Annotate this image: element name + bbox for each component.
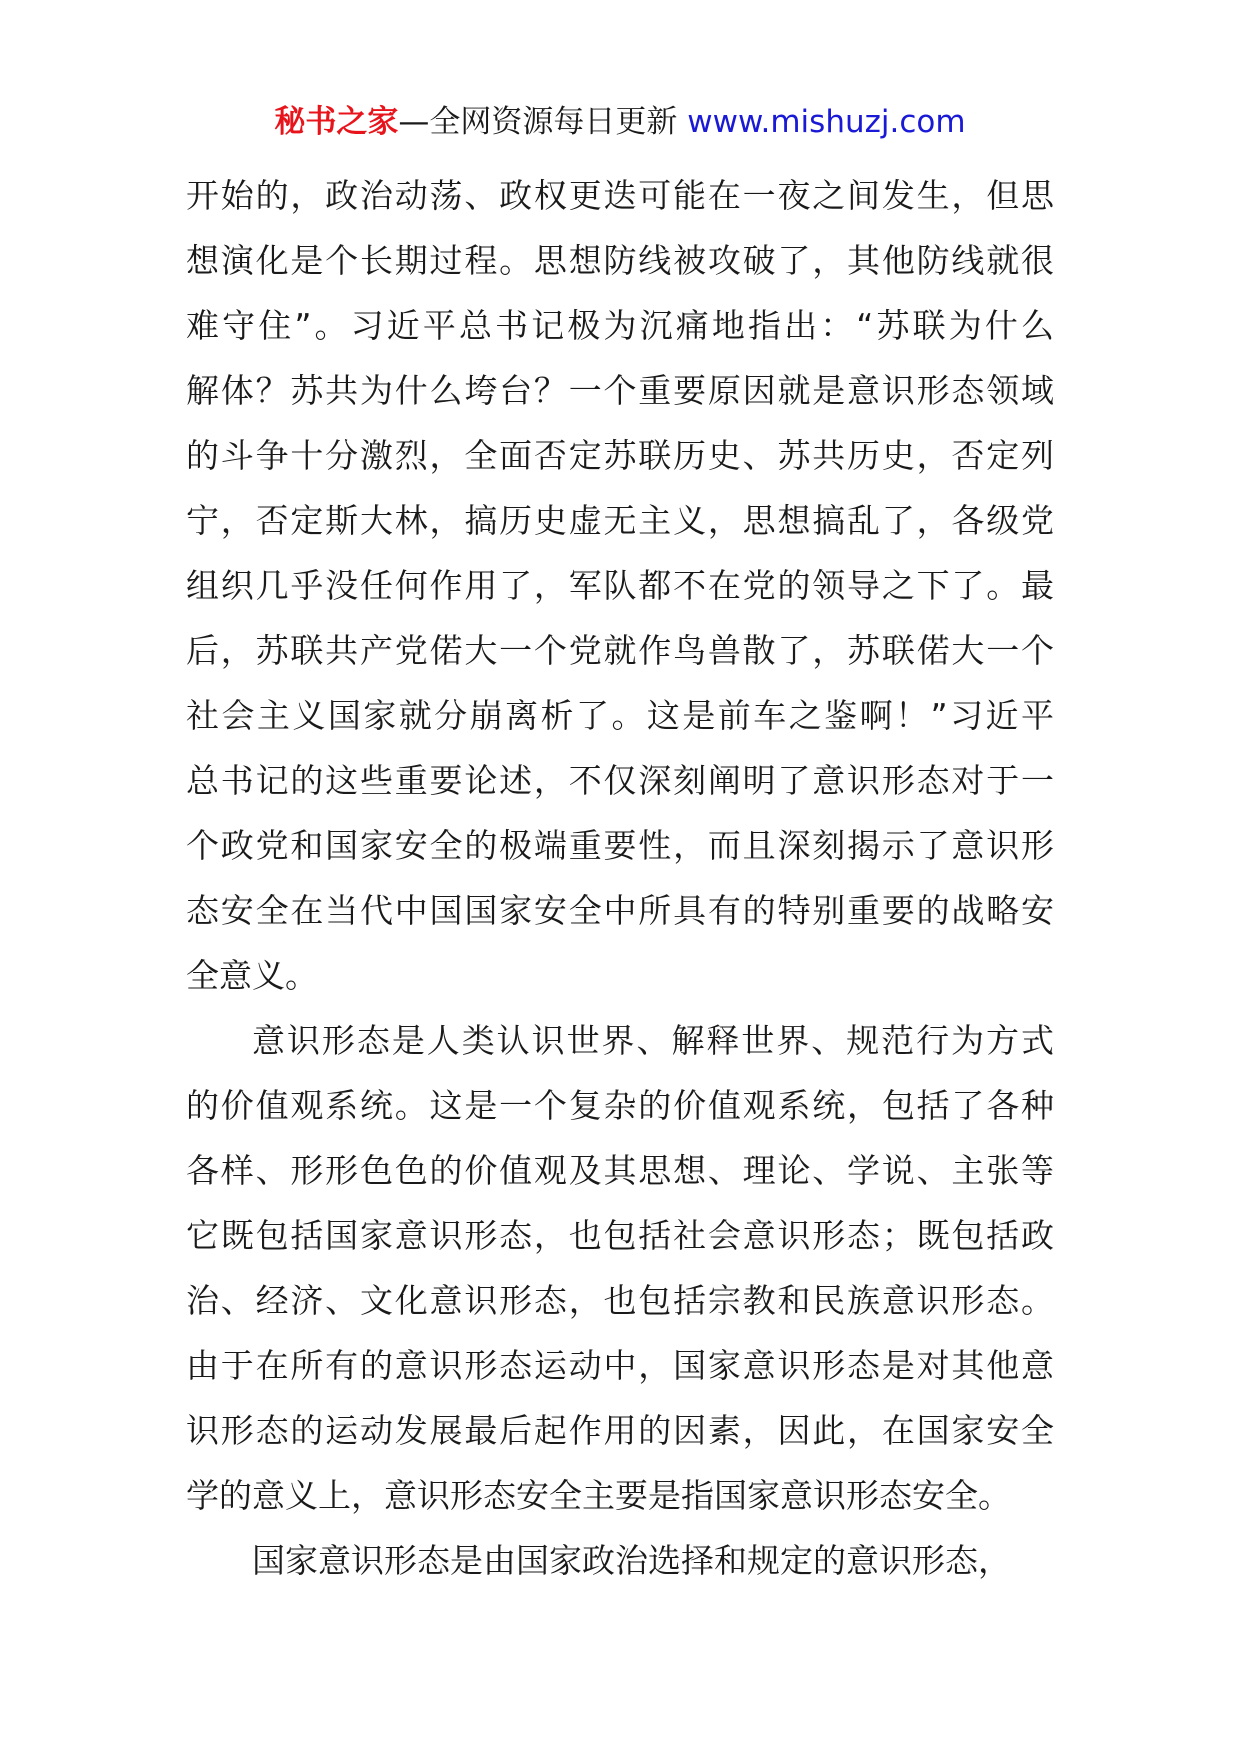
paragraph-line: 难守住”。习近平总书记极为沉痛地指出：“苏联为什么 xyxy=(186,306,1054,345)
paragraph-line: 后，苏联共产党偌大一个党就作鸟兽散了，苏联偌大一个 xyxy=(186,631,1054,670)
header-url-link[interactable]: www.mishuzj.com xyxy=(687,104,966,140)
header-brand: 秘书之家 xyxy=(274,104,399,140)
paragraph-line: 的价值观系统。这是一个复杂的价值观系统，包括了各种 xyxy=(186,1086,1054,1125)
paragraph-line: 全意义。 xyxy=(186,956,318,995)
paragraph-line: 各样、形形色色的价值观及其思想、理论、学说、主张等 xyxy=(186,1151,1054,1190)
paragraph-line: 宁，否定斯大林，搞历史虚无主义，思想搞乱了，各级党 xyxy=(186,501,1054,540)
header-tagline: —全网资源每日更新 xyxy=(398,104,688,140)
paragraph-line: 态安全在当代中国国家安全中所具有的特别重要的战略安 xyxy=(186,891,1054,930)
paragraph-line: 学的意义上，意识形态安全主要是指国家意识形态安全。 xyxy=(186,1476,1011,1515)
paragraph-line: 治、经济、文化意识形态，也包括宗教和民族意识形态。 xyxy=(186,1281,1054,1320)
paragraph-line: 由于在所有的意识形态运动中，国家意识形态是对其他意 xyxy=(186,1346,1054,1385)
paragraph-line: 的斗争十分激烈，全面否定苏联历史、苏共历史，否定列 xyxy=(186,436,1054,475)
paragraph-line: 组织几乎没任何作用了，军队都不在党的领导之下了。最 xyxy=(186,566,1054,605)
page-header xyxy=(0,100,1240,144)
paragraph-line: 意识形态是人类认识世界、解释世界、规范行为方式 xyxy=(252,1021,1054,1060)
paragraph-line: 个政党和国家安全的极端重要性，而且深刻揭示了意识形 xyxy=(186,826,1054,865)
paragraph-line: 国家意识形态是由国家政治选择和规定的意识形态， xyxy=(252,1541,1011,1580)
paragraph-line: 想演化是个长期过程。思想防线被攻破了，其他防线就很 xyxy=(186,241,1054,280)
body-text xyxy=(186,163,1054,1593)
paragraph-line: 它既包括国家意识形态，也包括社会意识形态；既包括政 xyxy=(186,1216,1054,1255)
paragraph-line: 社会主义国家就分崩离析了。这是前车之鉴啊！”习近平 xyxy=(186,696,1054,735)
paragraph-line: 总书记的这些重要论述，不仅深刻阐明了意识形态对于一 xyxy=(186,761,1054,800)
paragraph-line: 解体？苏共为什么垮台？一个重要原因就是意识形态领域 xyxy=(186,371,1054,410)
paragraph-line: 识形态的运动发展最后起作用的因素，因此，在国家安全 xyxy=(186,1411,1054,1450)
paragraph-line: 开始的，政治动荡、政权更迭可能在一夜之间发生，但思 xyxy=(186,176,1054,215)
